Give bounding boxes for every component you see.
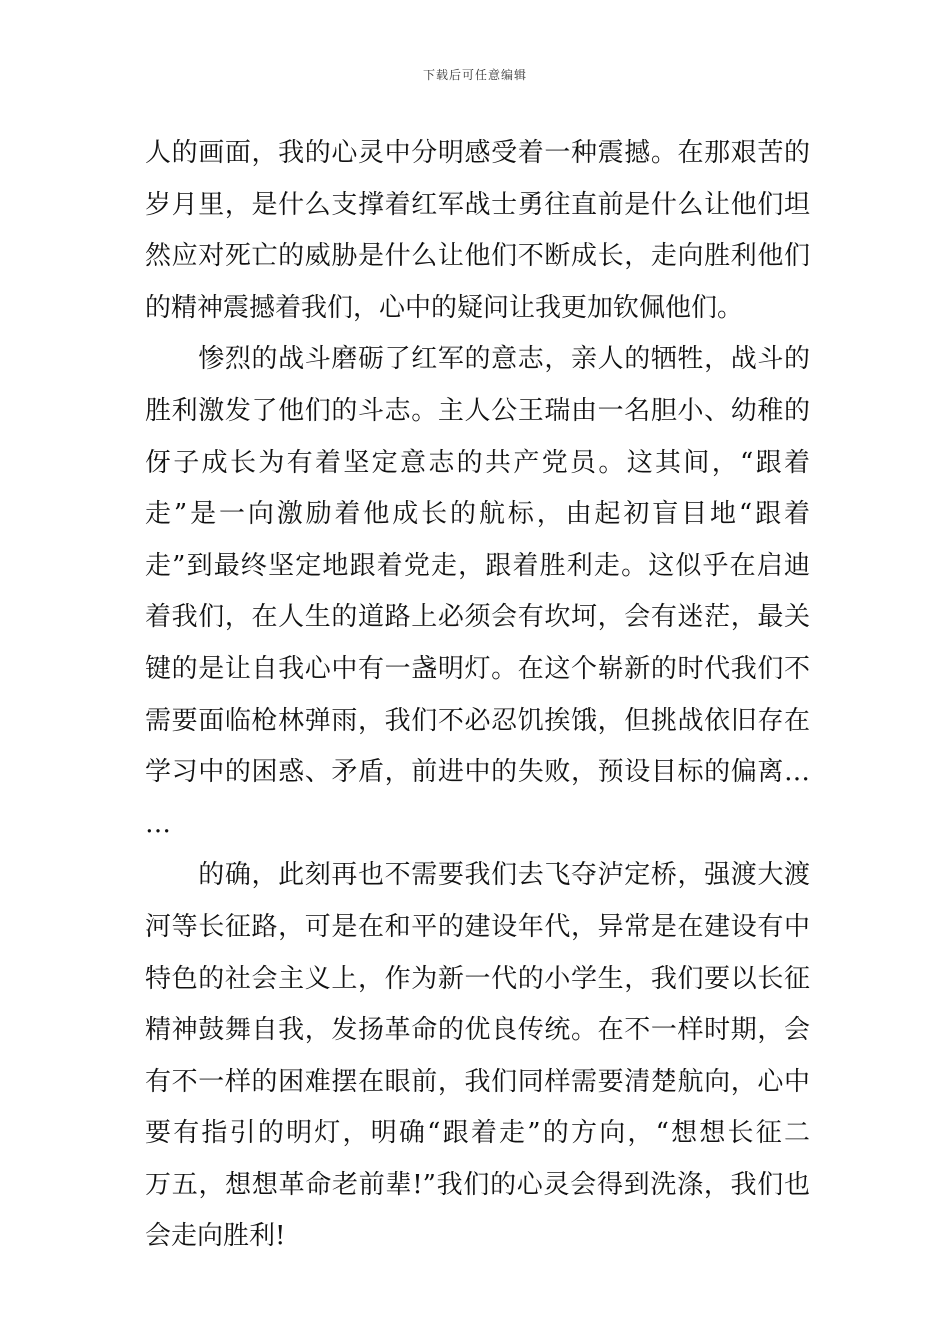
text-line: 万五，想想革命老前辈!”我们的心灵会得到洗涤，我们也 xyxy=(145,1169,810,1200)
text-line: 需要面临枪林弹雨，我们不必忍饥挨饿，但挑战依旧存在 xyxy=(145,705,810,736)
text-line: 着我们，在人生的道路上必须会有坎坷，会有迷茫，最关 xyxy=(145,602,810,633)
text-line: 精神鼓舞自我，发扬革命的优良传统。在不一样时期，会 xyxy=(145,1015,810,1046)
text-line: 人的画面，我的心灵中分明感受着一种震撼。在那艰苦的 xyxy=(145,138,810,168)
text-line: 学习中的困惑、矛盾，前进中的失败，预设目标的偏离… xyxy=(145,757,810,788)
text-line: 胜利激发了他们的斗志。主人公王瑞由一名胆小、幼稚的 xyxy=(145,395,810,426)
text-line: 走”到最终坚定地跟着党走，跟着胜利走。这似乎在启迪 xyxy=(145,550,810,581)
text-line: 会走向胜利! xyxy=(145,1221,286,1252)
text-line: … xyxy=(145,808,171,839)
text-line: 走”是一向激励着他成长的航标，由起初盲目地“跟着 xyxy=(145,499,810,530)
text-line: 伢子成长为有着坚定意志的共产党员。这其间，“跟着 xyxy=(145,447,810,478)
text-line: 有不一样的困难摆在眼前，我们同样需要清楚航向，心中 xyxy=(145,1066,810,1097)
text-line: 惨烈的战斗磨砺了红军的意志，亲人的牺牲，战斗的 xyxy=(145,344,810,375)
text-line: 要有指引的明灯，明确“跟着走”的方向，“想想长征二 xyxy=(145,1118,810,1149)
text-line: 的确，此刻再也不需要我们去飞夺泸定桥，强渡大渡 xyxy=(145,860,810,891)
text-line: 特色的社会主义上，作为新一代的小学生，我们要以长征 xyxy=(145,963,810,994)
document-body xyxy=(145,128,810,1263)
text-line: 岁月里，是什么支撑着红军战士勇往直前是什么让他们坦 xyxy=(145,189,810,220)
text-line: 键的是让自我心中有一盏明灯。在这个崭新的时代我们不 xyxy=(145,653,810,684)
text-line: 河等长征路，可是在和平的建设年代，异常是在建设有中 xyxy=(145,911,810,942)
page-header: 下载后可任意编辑 xyxy=(422,68,527,82)
text-line: 的精神震撼着我们，心中的疑问让我更加钦佩他们。 xyxy=(145,292,744,323)
text-line: 然应对死亡的威胁是什么让他们不断成长，走向胜利他们 xyxy=(145,241,810,272)
